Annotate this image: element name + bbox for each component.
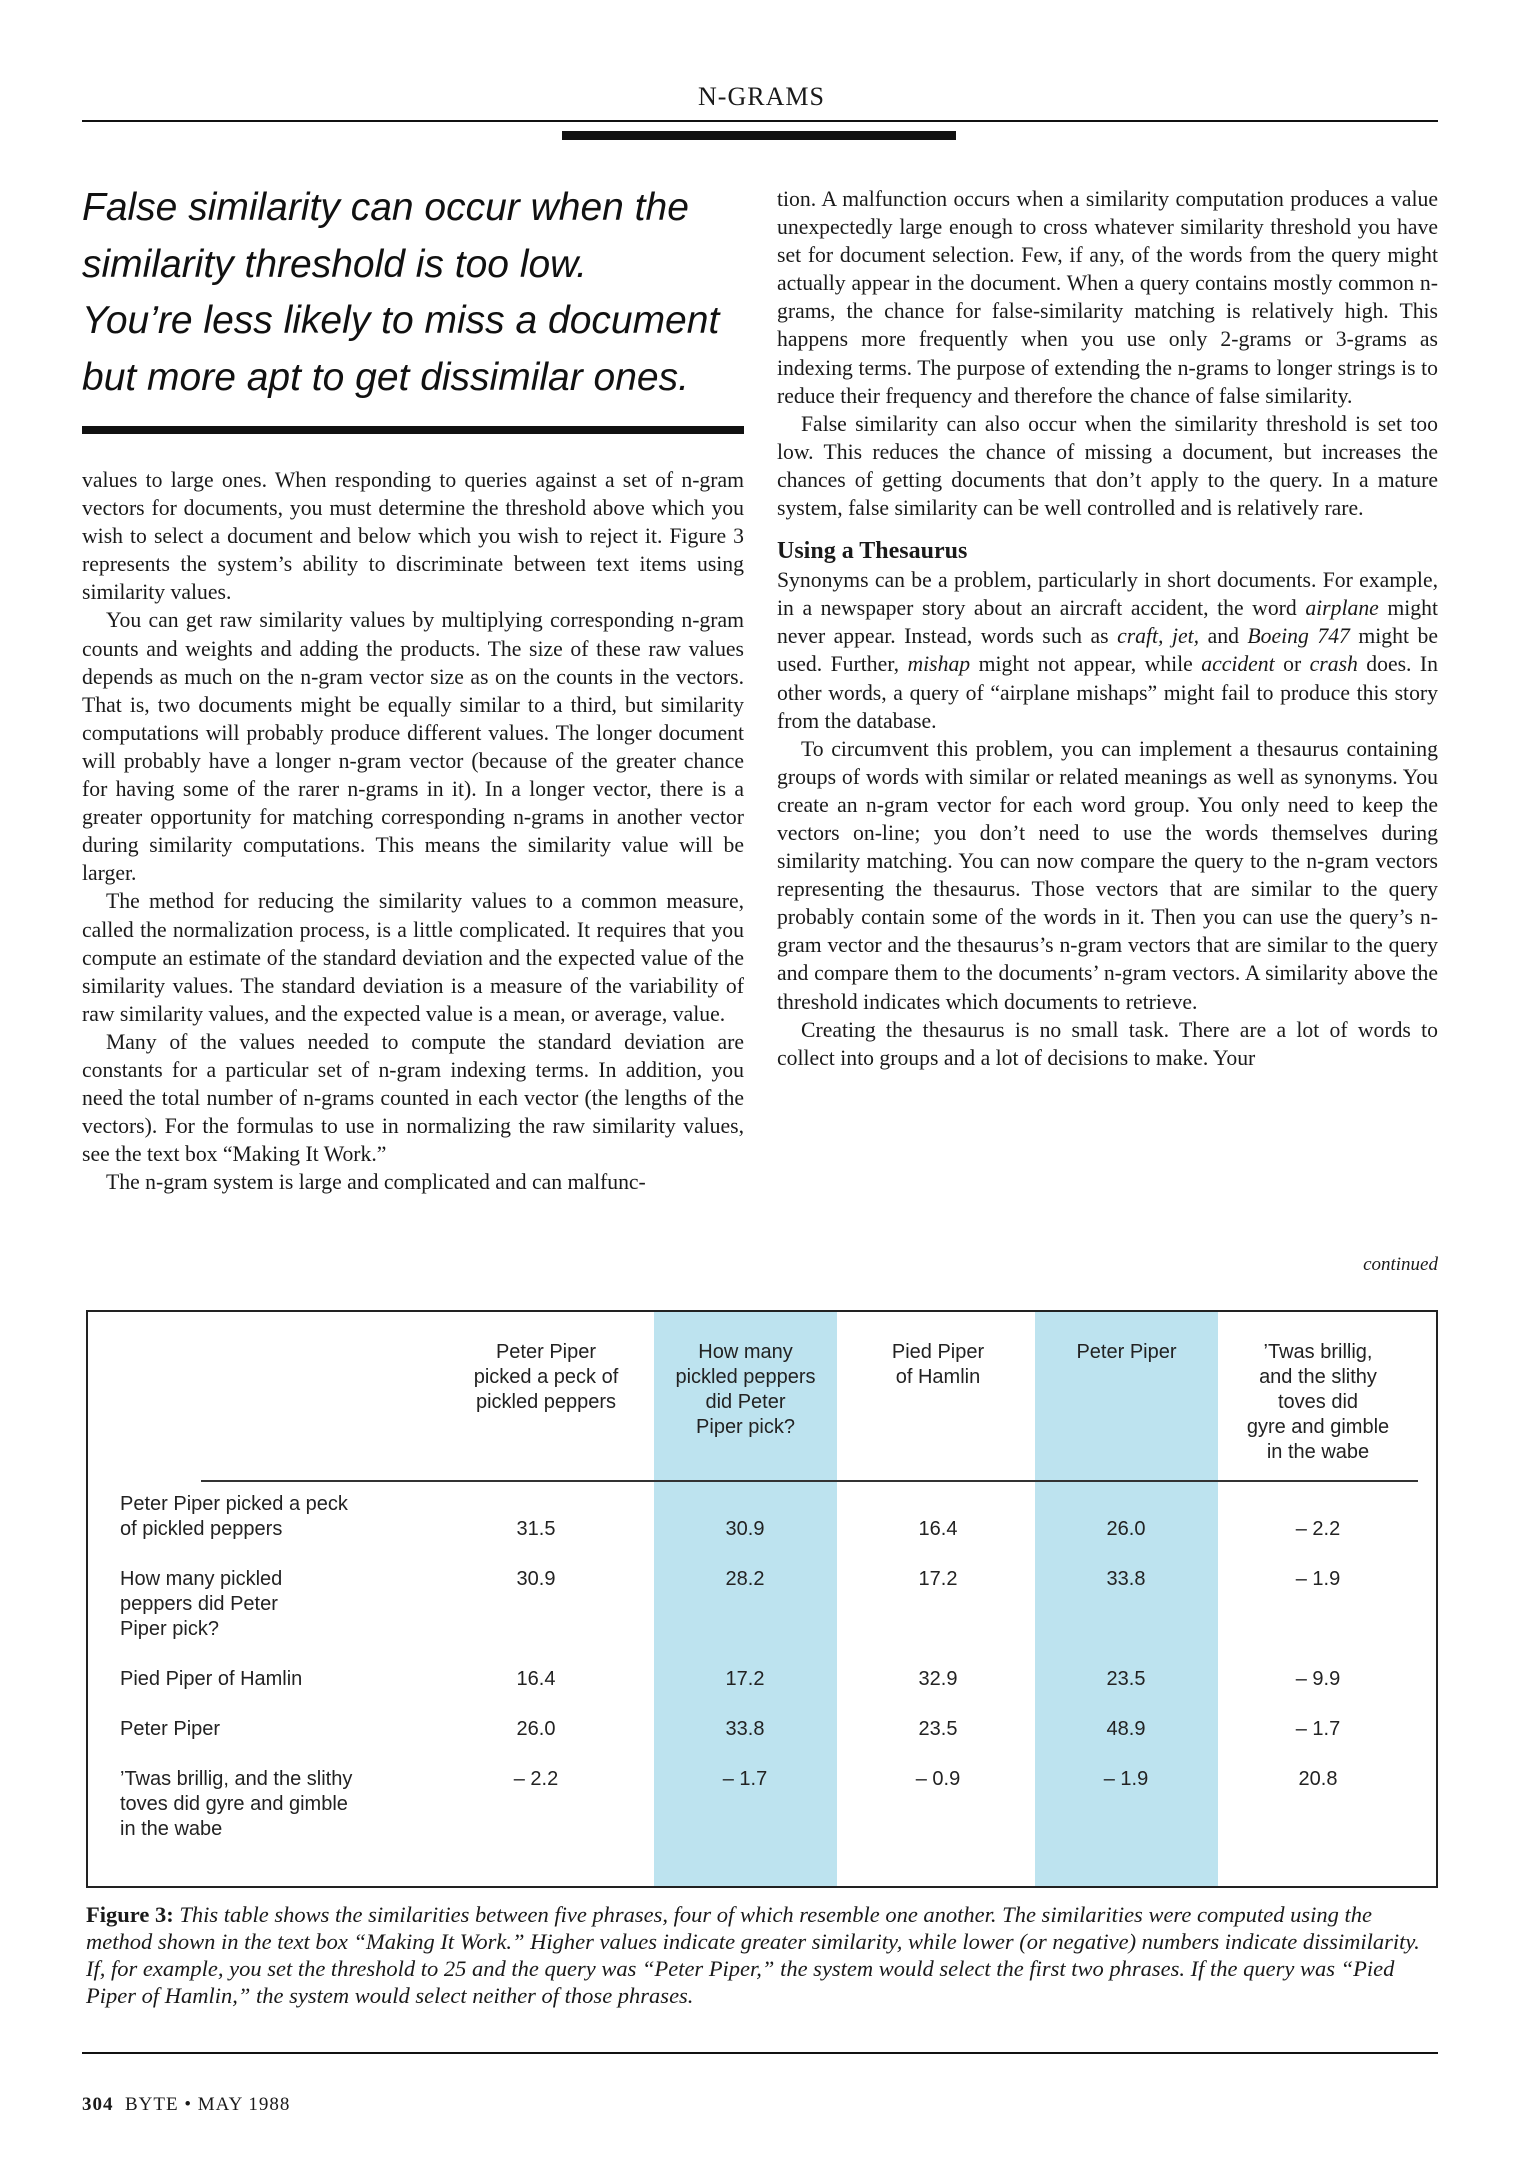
body-paragraph: False similarity can also occur when the similarity threshold is set too low. This reduces the chance of missing a document, but increases the chances of getting documents that don’t apply to the query. In a mature system, false similarity can be well controlled and is relatively rare. xyxy=(777,411,1438,521)
body-paragraph: values to large ones. When responding to queries against a set of n-gram vectors for documents, you must determine the threshold above which you wish to select a document and below which you wish to reject it. Figure 3 represents the system’s ability to discriminate between text items using similarity values. xyxy=(82,468,744,605)
column-header: Peter Piper picked a peck of pickled peppers xyxy=(473,1341,619,1413)
table-cell: 20.8 xyxy=(1298,1768,1338,1790)
table-cell: 30.9 xyxy=(516,1568,556,1590)
row-label: ’Twas brillig, and the slithy toves did gyre and gimble in the wabe xyxy=(120,1768,353,1840)
table-cell: 31.5 xyxy=(516,1518,556,1540)
body-paragraph: To circumvent this problem, you can implement a thesaurus containing groups of words with similar or related meanings as well as synonyms. You create an n-gram vector for each word group. You only need to keep the vectors on-line; you don’t need to use the words themselves during similarity matching. You can now compare the query to the n-gram vectors representing the thesaurus. Those vectors that are similar to the query probably contain some of the words in it. Then you can use the query’s n-gram vector and the thesaurus’s n-gram vectors that are similar to the query and compare them to the documents’ n-gram vectors. A similarity above the threshold indicates which documents to retrieve. xyxy=(777,736,1438,1014)
table-cell: 26.0 xyxy=(516,1718,556,1740)
table-cell: 48.9 xyxy=(1106,1718,1146,1740)
table-cell: 16.4 xyxy=(918,1518,958,1540)
table-header-rule xyxy=(201,1480,1418,1482)
pull-quote-line: similarity threshold is too low. xyxy=(82,242,588,286)
table-cell: – 2.2 xyxy=(1295,1518,1341,1540)
row-label: Pied Piper of Hamlin xyxy=(120,1668,303,1690)
footer-rule xyxy=(82,2052,1438,2054)
pull-quote-line: False similarity can occur when the xyxy=(82,186,689,229)
table-cell: 28.2 xyxy=(725,1568,765,1590)
body-paragraph: The method for reducing the similarity values to a common measure, called the normalization process, is a little complicated. It requires that you compute an estimate of the standard deviation and the expected value of the similarity values. The standard deviation is a measure of the variability of raw similarity values, and the expected value is a mean, or average, value. xyxy=(82,889,744,1026)
body-paragraph: You can get raw similarity values by multiplying corresponding n-gram counts and weights and adding the products. The size of these raw values depends as much on the n-gram vector size as on the counts in the vectors. That is, two documents might be equally similar to a third, but similarity computations will probably produce different values. The longer document will probably have a longer n-gram vector (because of the greater chance for having some of the rarer n-grams in it). In a longer vector, there is a greater opportunity for matching corresponding n-grams in another vector during similarity computations. This means the similarity value will be larger. xyxy=(82,608,744,886)
right-column xyxy=(777,185,1438,1072)
caption-text: This table shows the similarities between five phrases, four of which resemble one another. The similarities were computed using the method shown in the text box “Making It Work.” Higher values indicate greater similarity, while lower (or negative) numbers indicate dissimilarity. If, for example, you set the threshold to 25 and the query was “Peter Piper,” the system would select the first two phrases. If the query was “Pied Piper of Hamlin,” the system would select neither of those phrases. xyxy=(86,1902,1420,2008)
magazine-date: BYTE • MAY 1988 xyxy=(125,2094,291,2115)
table-cell: – 1.7 xyxy=(722,1768,768,1790)
folio xyxy=(82,2094,290,2116)
table-cell: 17.2 xyxy=(725,1668,765,1690)
table-cell: 23.5 xyxy=(1106,1668,1146,1690)
left-column xyxy=(82,466,744,1196)
pull-quote xyxy=(82,180,762,406)
pull-quote-line: You’re less likely to miss a document xyxy=(82,299,720,342)
column-header: Pied Piper of Hamlin xyxy=(891,1341,985,1388)
table-cell: – 2.2 xyxy=(513,1768,559,1790)
row-label: Peter Piper picked a peck of pickled peppers xyxy=(120,1493,348,1540)
caption-label: Figure 3: xyxy=(86,1902,174,1927)
highlight-column xyxy=(1035,1312,1218,1886)
header-rule xyxy=(82,120,1438,122)
body-paragraph: Creating the thesaurus is no small task. There are a lot of words to collect into groups and a lot of decisions to make. Your xyxy=(777,1017,1438,1070)
similarity-table xyxy=(86,1310,1438,1888)
table-cell: 23.5 xyxy=(918,1718,958,1740)
column-header: How many pickled peppers did Peter Piper pick? xyxy=(675,1341,816,1438)
table-cell: 30.9 xyxy=(725,1518,765,1540)
column-header: Peter Piper xyxy=(1076,1341,1177,1363)
column-header: ’Twas brillig, and the slithy toves did gyre and gimble in the wabe xyxy=(1246,1341,1390,1463)
table-cell: 32.9 xyxy=(918,1668,958,1690)
pull-quote-line: but more apt to get dissimilar ones. xyxy=(82,355,689,399)
header-bar xyxy=(562,131,956,140)
page-number: 304 xyxy=(82,2094,114,2115)
section-subhead: Using a Thesaurus xyxy=(777,538,968,565)
table-cell: 16.4 xyxy=(516,1668,556,1690)
row-label: How many pickled peppers did Peter Piper pick? xyxy=(120,1568,283,1640)
row-label: Peter Piper xyxy=(120,1718,221,1740)
body-paragraph: tion. A malfunction occurs when a similarity computation produces a value unexpectedly large enough to cross whatever similarity threshold you have set for document selection. Few, if any, of the words from the query might actually appear in the document. When a query contains mostly common n-grams, the chance for false-similarity matching is relatively high. This happens more frequently when you use only 2-grams or 3-grams as indexing terms. The purpose of extending the n-grams to longer strings is to reduce their frequency and therefore the chance of false similarity. xyxy=(777,187,1438,408)
body-paragraph: The n-gram system is large and complicated and can malfunc- xyxy=(106,1170,646,1195)
continued-note: continued xyxy=(1363,1254,1438,1275)
table-cell: 17.2 xyxy=(918,1568,958,1590)
table-cell: 33.8 xyxy=(1106,1568,1146,1590)
table-cell: – 1.7 xyxy=(1295,1718,1341,1740)
table-cell: – 1.9 xyxy=(1103,1768,1149,1790)
table-cell: – 9.9 xyxy=(1295,1668,1341,1690)
table-cell: 33.8 xyxy=(725,1718,765,1740)
figure-caption xyxy=(86,1901,1438,2009)
table-cell: 26.0 xyxy=(1106,1518,1146,1540)
body-paragraph: Synonyms can be a problem, particularly in short documents. For example, in a newspaper story about an aircraft accident, the word airplane might never appear. Instead, words such as craft, jet, and Boeing 747 might be used. Further, mishap might not appear, while accident or crash does. In other words, a query of “airplane mishaps” might fail to produce this story from the database. xyxy=(777,568,1438,733)
body-paragraph: Many of the values needed to compute the standard deviation are constants for a particular set of n-gram indexing terms. In addition, you need the total number of n-grams counted in each vector (the lengths of the vectors). For the formulas to use in normalizing the raw similarity values, see the text box “Making It Work.” xyxy=(82,1029,744,1167)
pull-quote-rule xyxy=(82,426,744,434)
table-cell: – 1.9 xyxy=(1295,1568,1341,1590)
running-head: N-GRAMS xyxy=(698,82,825,111)
table-cell: – 0.9 xyxy=(915,1768,961,1790)
